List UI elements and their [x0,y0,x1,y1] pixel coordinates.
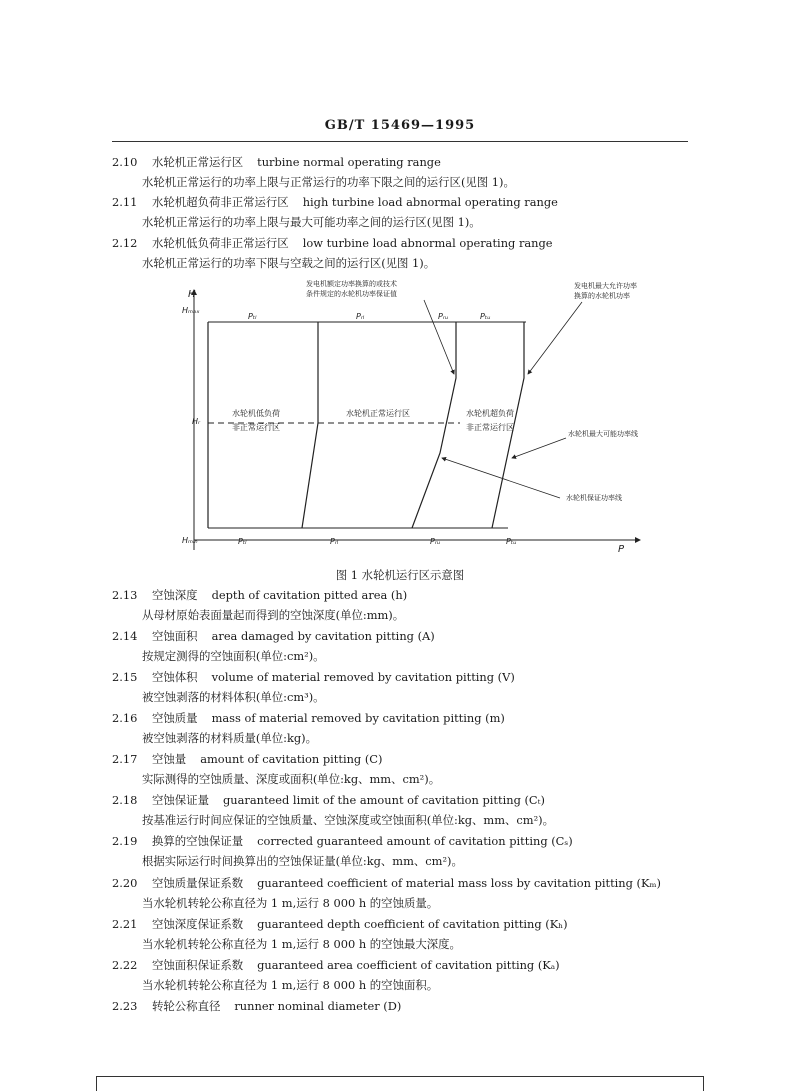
term-chinese: 空蚀质量 [152,711,198,725]
term-chinese: 空蚀深度保证系数 [152,917,244,931]
term-definition: 水轮机正常运行的功率上限与正常运行的功率下限之间的运行区(见图 1)。 [142,175,515,189]
top-p-label: Pₜᵤ [480,312,491,321]
term-english: amount of cavitation pitting (C) [200,752,383,766]
term-english: guaranteed limit of the amount of cavitation pitting (Cₜ) [222,793,545,807]
term-definition: 当水轮机转轮公称直径为 1 m,运行 8 000 h 的空蚀质量。 [142,896,439,910]
note-generator-max: 换算的水轮机功率 [574,292,630,300]
term-definition: 水轮机正常运行的功率下限与空载之间的运行区(见图 1)。 [142,256,436,270]
term-number: 2.11 [112,195,138,209]
term-english: corrected guaranteed amount of cavitation pitting (Cₛ) [257,834,573,848]
h-r-label: Hᵣ [192,417,201,426]
term-chinese: 空蚀量 [152,752,187,766]
term-definition: 从母材原始表面量起而得到的空蚀深度(单位:mm)。 [142,608,405,622]
term-definition: 按规定测得的空蚀面积(单位:cm²)。 [142,649,325,663]
note-generator-rated: 条件规定的水轮机功率保证值 [306,290,397,298]
term-number: 2.21 [112,917,138,931]
term-chinese: 水轮机低负荷非正常运行区 [152,236,289,250]
term-definition: 实际测得的空蚀质量、深度或面积(单位:kg、mm、cm²)。 [142,772,441,786]
term-chinese: 水轮机超负荷非正常运行区 [152,195,289,209]
term-chinese: 水轮机正常运行区 [152,155,244,169]
note-guarantee: 水轮机保证功率线 [566,494,622,502]
bottom-p-label: Pᵣₗ [330,537,339,546]
term-entry-2-14 [112,629,712,643]
term-english: volume of material removed by cavitation pitting (V) [211,670,515,684]
term-entry-2-20 [112,876,712,890]
term-number: 2.20 [112,876,138,890]
term-entry-2-23 [112,999,712,1013]
zone-normal-label: 水轮机正常运行区 [346,409,410,418]
normal-upper-limit-line [412,322,456,528]
term-entry-2-13 [112,588,712,602]
note-generator-rated: 发电机额定功率换算的或技术 [306,280,397,288]
normal-lower-limit-line [302,322,318,528]
term-number: 2.23 [112,999,138,1013]
term-number: 2.18 [112,793,138,807]
term-chinese: 空蚀质量保证系数 [152,876,244,890]
term-number: 2.13 [112,588,138,602]
footer-frame [96,1076,704,1091]
term-entry-2-19 [112,834,712,848]
note-max-possible-arrow [512,438,566,458]
term-number: 2.19 [112,834,138,848]
top-p-label: Pᵣᵤ [438,312,449,321]
term-chinese: 转轮公称直径 [152,999,221,1013]
bottom-p-label: Pₜᵤ [506,537,517,546]
term-definition: 根据实际运行时间换算出的空蚀保证量(单位:kg、mm、cm²)。 [142,854,463,868]
term-definition: 按基准运行时间应保证的空蚀质量、空蚀深度或空蚀面积(单位:kg、mm、cm²)。 [142,813,554,827]
term-number: 2.15 [112,670,138,684]
header-rule [112,141,688,142]
term-english: area damaged by cavitation pitting (A) [211,629,435,643]
term-english: depth of cavitation pitted area (h) [211,588,408,602]
term-entry-2-18 [112,793,712,807]
bottom-p-label: Pₜₗ [238,537,247,546]
term-chinese: 空蚀面积 [152,629,198,643]
figure-caption: 图 1 水轮机运行区示意图 [335,568,465,582]
term-english: high turbine load abnormal operating range [302,195,558,209]
term-english: guaranteed coefficient of material mass loss by cavitation pitting (Kₘ) [257,876,661,890]
note-max-possible: 水轮机最大可能功率线 [568,430,638,438]
term-definition: 当水轮机转轮公称直径为 1 m,运行 8 000 h 的空蚀面积。 [142,978,439,992]
term-definition: 被空蚀剥落的材料体积(单位:cm³)。 [142,690,325,704]
term-entry-2-22 [112,958,712,972]
term-chinese: 空蚀保证量 [152,793,209,807]
term-english: guaranteed depth coefficient of cavitation pitting (Kₕ) [257,917,568,931]
term-english: mass of material removed by cavitation pitting (m) [211,711,505,725]
term-number: 2.12 [112,236,138,250]
term-number: 2.10 [112,155,138,169]
note-generator-max: 发电机最大允许功率 [574,282,637,290]
h-min-label: Hₘᵢₙ [182,536,198,545]
term-number: 2.16 [112,711,138,725]
term-number: 2.17 [112,752,138,766]
zone-low-label: 水轮机低负荷 [232,409,280,418]
term-definition: 当水轮机转轮公称直径为 1 m,运行 8 000 h 的空蚀最大深度。 [142,937,461,951]
term-chinese: 换算的空蚀保证量 [152,834,244,848]
term-english: low turbine load abnormal operating range [302,236,553,250]
term-chinese: 空蚀深度 [152,588,198,602]
term-entry-2-10 [112,155,712,169]
top-p-label: Pₜₗ [248,312,257,321]
bottom-p-label: Pᵣᵤ [430,537,441,546]
term-entry-2-16 [112,711,712,725]
note-max-arrow [528,302,582,374]
zone-high-label: 水轮机超负荷 [466,409,514,418]
note-guarantee-arrow [442,458,560,498]
term-entry-2-11 [112,195,712,209]
term-chinese: 空蚀体积 [152,670,198,684]
top-p-label: Pᵣₗ [356,312,365,321]
term-entry-2-15 [112,670,712,684]
zone-low-label: 非正常运行区 [232,423,280,432]
zone-high-label: 非正常运行区 [466,423,514,432]
term-chinese: 空蚀面积保证系数 [152,958,244,972]
term-english: guaranteed area coefficient of cavitation pitting (Kₐ) [257,958,560,972]
term-english: turbine normal operating range [257,155,441,169]
operating-range-diagram [170,278,670,564]
term-number: 2.14 [112,629,138,643]
term-english: runner nominal diameter (D) [234,999,402,1013]
term-definition: 被空蚀剥落的材料质量(单位:kg)。 [142,731,317,745]
term-entry-2-21 [112,917,712,931]
term-entry-2-12 [112,236,712,250]
x-axis-label: P [618,544,625,555]
h-max-label: Hₘₐₓ [182,306,200,315]
y-axis-label: H [188,289,196,300]
term-entry-2-17 [112,752,712,766]
term-definition: 水轮机正常运行的功率上限与最大可能功率之间的运行区(见图 1)。 [142,215,481,229]
page-header: GB/T 15469—1995 [324,118,476,133]
term-number: 2.22 [112,958,138,972]
